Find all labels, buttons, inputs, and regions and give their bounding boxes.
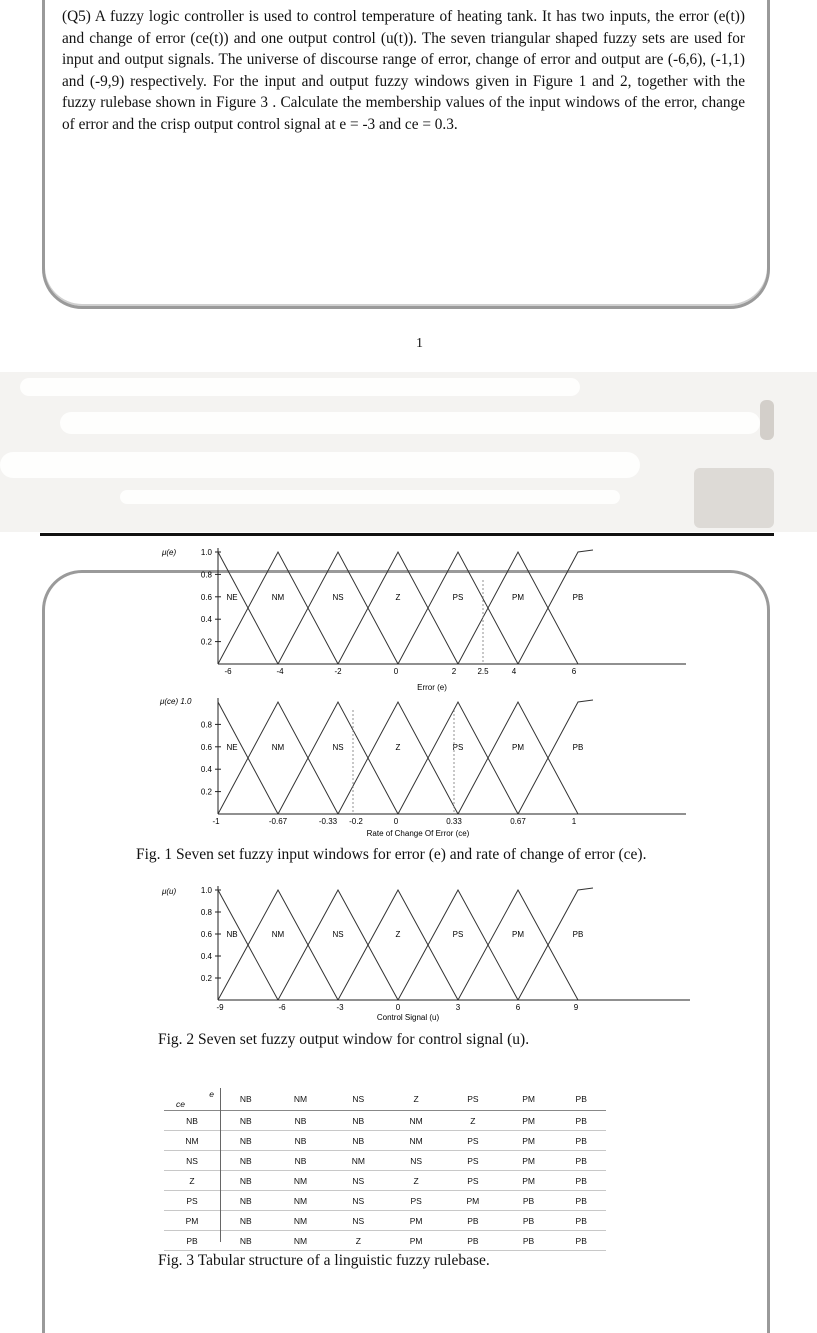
- membership-triangle: [458, 552, 578, 664]
- set-label: NS: [332, 742, 344, 752]
- membership-triangle: [278, 552, 398, 664]
- rulebase-table: [164, 1088, 606, 1251]
- rule-cell: PM: [501, 1111, 557, 1131]
- rule-cell: NS: [329, 1191, 387, 1211]
- y-tick-label: 0.8: [200, 570, 212, 580]
- row-header: NS: [164, 1151, 220, 1171]
- y-tick-label: 0.6: [200, 930, 212, 939]
- ce-membership-chart: [0, 690, 817, 840]
- row-header: PB: [164, 1231, 220, 1251]
- rule-cell: PS: [445, 1151, 501, 1171]
- y-tick-label: 0.4: [200, 952, 212, 961]
- fig2-caption: Fig. 2 Seven set fuzzy output window for control signal (u).: [158, 1031, 530, 1048]
- rule-cell: PB: [501, 1191, 557, 1211]
- rule-cell: NB: [220, 1151, 272, 1171]
- membership-triangle: [338, 890, 458, 1000]
- row-header: PS: [164, 1191, 220, 1211]
- rule-cell: PM: [501, 1131, 557, 1151]
- x-tick-label: -3: [336, 1003, 344, 1012]
- row-header: PM: [164, 1211, 220, 1231]
- column-header: PM: [501, 1088, 557, 1111]
- page-gap: [0, 372, 817, 532]
- x-tick-label: 0: [393, 817, 399, 826]
- y-axis-label: μ(e): [162, 548, 177, 557]
- set-label: Z: [395, 592, 401, 602]
- y-tick-label: 0.2: [200, 637, 212, 647]
- rule-cell: NB: [272, 1151, 330, 1171]
- y-tick-label: 1.0: [200, 886, 212, 895]
- rule-cell: NB: [220, 1171, 272, 1191]
- column-header: Z: [387, 1088, 445, 1111]
- x-tick-label: 0.33: [446, 817, 462, 826]
- set-label: PM: [512, 742, 524, 752]
- rule-cell: NM: [272, 1231, 330, 1251]
- rulebase-row: [164, 1131, 606, 1151]
- table-divider: [220, 1088, 221, 1242]
- ce-axis-label: ce: [176, 1099, 185, 1109]
- rule-cell: NB: [220, 1211, 272, 1231]
- rule-cell: Z: [387, 1171, 445, 1191]
- rule-cell: NB: [220, 1111, 272, 1131]
- set-label: Z: [395, 742, 401, 752]
- row-header: NM: [164, 1131, 220, 1151]
- set-label: PS: [452, 592, 464, 602]
- membership-triangle: [278, 702, 398, 814]
- rule-cell: NM: [272, 1211, 330, 1231]
- rule-cell: Z: [329, 1231, 387, 1251]
- set-label: Z: [395, 930, 401, 939]
- question-text: (Q5) A fuzzy logic controller is used to control temperature of heating tank. It has two inputs, the error (e(t)) and change of error (ce(t)) and one output control (u(t)). The seven triangular shaped fuzzy sets are used for input and output signals. The universe of discourse range of error, change of error and output are (-6,6), (-1,1) and (-9,9) respectively. For the input and output fuzzy windows given in Figure 1 and 2, together with the fuzzy rulebase shown in Figure 3 . Calculate the membership values of the input windows of the error, change of error and the crisp output control signal at e = -3 and ce = 0.3.: [62, 8, 745, 133]
- y-tick-label: 0.2: [200, 787, 212, 797]
- rulebase-row: [164, 1111, 606, 1131]
- fig1-caption: Fig. 1 Seven set fuzzy input windows for error (e) and rate of change of error (ce).: [136, 846, 647, 863]
- rule-cell: PB: [556, 1131, 606, 1151]
- membership-triangle: [218, 702, 338, 814]
- set-label: PM: [512, 930, 524, 939]
- rule-cell: PB: [556, 1111, 606, 1131]
- y-tick-label: 0.8: [200, 908, 212, 917]
- rule-cell: NB: [220, 1131, 272, 1151]
- rule-cell: PB: [556, 1171, 606, 1191]
- y-tick-label: 0.6: [200, 742, 212, 752]
- set-label: NM: [271, 592, 285, 602]
- x-tick-label: 3: [455, 1003, 461, 1012]
- membership-triangle: [338, 552, 458, 664]
- membership-triangle: [278, 890, 398, 1000]
- membership-triangle: [218, 552, 338, 664]
- membership-triangle: [458, 890, 578, 1000]
- column-header: NS: [329, 1088, 387, 1111]
- rule-cell: NM: [329, 1151, 387, 1171]
- rule-cell: NB: [272, 1111, 330, 1131]
- rulebase-row: [164, 1151, 606, 1171]
- x-tick-label: -0.67: [268, 817, 288, 826]
- x-tick-label: 6: [571, 667, 577, 676]
- rule-cell: NB: [220, 1191, 272, 1211]
- column-header: NM: [272, 1088, 330, 1111]
- y-axis-label: μ(u): [162, 887, 177, 896]
- rule-cell: Z: [445, 1111, 501, 1131]
- x-axis-label: Error (e): [417, 683, 447, 692]
- set-label: PB: [572, 742, 584, 752]
- rule-cell: PS: [445, 1171, 501, 1191]
- membership-triangle: [395, 702, 518, 814]
- x-axis-label: Rate of Change Of Error (ce): [366, 829, 470, 838]
- x-tick-label: 0: [393, 667, 399, 676]
- rule-cell: NM: [387, 1111, 445, 1131]
- rulebase-corner: [164, 1088, 220, 1111]
- set-label: PS: [452, 742, 464, 752]
- rule-cell: NM: [272, 1191, 330, 1211]
- x-tick-label: 1: [571, 817, 577, 826]
- rule-cell: PM: [445, 1191, 501, 1211]
- membership-triangle: [338, 702, 458, 814]
- x-tick-label: -6: [278, 1003, 286, 1012]
- rulebase-row: [164, 1191, 606, 1211]
- x-tick-label: -2: [334, 667, 342, 676]
- rulebase-row: [164, 1211, 606, 1231]
- set-label: PB: [572, 930, 584, 939]
- rule-cell: PM: [387, 1231, 445, 1251]
- x-tick-label: 2: [451, 667, 457, 676]
- column-header: PS: [445, 1088, 501, 1111]
- rule-cell: PM: [501, 1171, 557, 1191]
- x-tick-label: 0: [395, 1003, 401, 1012]
- page-number: 1: [416, 336, 423, 351]
- x-tick-label: 6: [515, 1003, 521, 1012]
- rule-cell: PS: [387, 1191, 445, 1211]
- rule-cell: NM: [272, 1171, 330, 1191]
- rule-cell: PB: [501, 1231, 557, 1251]
- set-label: PM: [512, 592, 524, 602]
- membership-triangle: [518, 888, 593, 1000]
- fig3-caption: Fig. 3 Tabular structure of a linguistic fuzzy rulebase.: [158, 1252, 490, 1269]
- x-tick-label: -0.2: [349, 817, 363, 826]
- set-label: NS: [332, 930, 344, 939]
- rulebase-row: [164, 1231, 606, 1251]
- rule-cell: PB: [556, 1151, 606, 1171]
- membership-triangle: [395, 552, 518, 664]
- set-label: NE: [226, 742, 238, 752]
- rule-cell: PM: [501, 1151, 557, 1171]
- y-tick-label: 0.4: [200, 615, 212, 625]
- x-axis-label: Control Signal (u): [376, 1013, 440, 1022]
- rule-cell: NB: [329, 1131, 387, 1151]
- rule-cell: NS: [329, 1171, 387, 1191]
- membership-triangle: [218, 890, 338, 1000]
- set-label: NB: [226, 930, 238, 939]
- rule-cell: PB: [556, 1231, 606, 1251]
- column-header: NB: [220, 1088, 272, 1111]
- rule-cell: PB: [445, 1231, 501, 1251]
- x-tick-label: 2.5: [477, 667, 489, 676]
- rule-cell: PB: [445, 1211, 501, 1231]
- x-tick-label: -9: [216, 1003, 224, 1012]
- output-membership-chart: [0, 878, 817, 1028]
- set-label: NM: [271, 930, 285, 939]
- rule-cell: PB: [556, 1211, 606, 1231]
- rule-cell: PB: [556, 1191, 606, 1211]
- y-axis-label: μ(ce) 1.0: [160, 697, 192, 706]
- rule-cell: PB: [501, 1211, 557, 1231]
- rule-cell: NB: [220, 1231, 272, 1251]
- rulebase-row: [164, 1171, 606, 1191]
- e-axis-label: e: [209, 1089, 214, 1099]
- y-tick-label: 0.2: [200, 974, 212, 983]
- x-tick-label: 9: [573, 1003, 579, 1012]
- rule-cell: NB: [272, 1131, 330, 1151]
- row-header: Z: [164, 1171, 220, 1191]
- set-label: NS: [332, 592, 344, 602]
- row-header: NB: [164, 1111, 220, 1131]
- rule-cell: PM: [387, 1211, 445, 1231]
- set-label: PS: [452, 930, 464, 939]
- membership-triangle: [518, 700, 593, 814]
- membership-triangle: [395, 890, 518, 1000]
- membership-triangle: [458, 702, 578, 814]
- x-tick-label: -4: [276, 667, 284, 676]
- x-tick-label: -0.33: [318, 817, 338, 826]
- y-tick-label: 1.0: [200, 548, 212, 557]
- x-tick-label: -1: [212, 817, 220, 826]
- y-tick-label: 0.4: [200, 765, 212, 775]
- set-label: PB: [572, 592, 584, 602]
- column-header: PB: [556, 1088, 606, 1111]
- rule-cell: NM: [387, 1131, 445, 1151]
- set-label: NM: [271, 742, 285, 752]
- rule-cell: NS: [329, 1211, 387, 1231]
- question-page: [0, 0, 817, 372]
- x-tick-label: -6: [224, 667, 232, 676]
- rule-cell: NB: [329, 1111, 387, 1131]
- rulebase-header-row: [164, 1088, 606, 1111]
- y-tick-label: 0.6: [200, 592, 212, 602]
- rule-cell: PS: [445, 1131, 501, 1151]
- x-tick-label: 0.67: [510, 817, 526, 826]
- error-membership-chart: [0, 540, 817, 700]
- set-label: NE: [226, 592, 238, 602]
- membership-triangle: [518, 550, 593, 664]
- y-tick-label: 0.8: [200, 720, 212, 730]
- rule-cell: NS: [387, 1151, 445, 1171]
- x-tick-label: 4: [511, 667, 517, 676]
